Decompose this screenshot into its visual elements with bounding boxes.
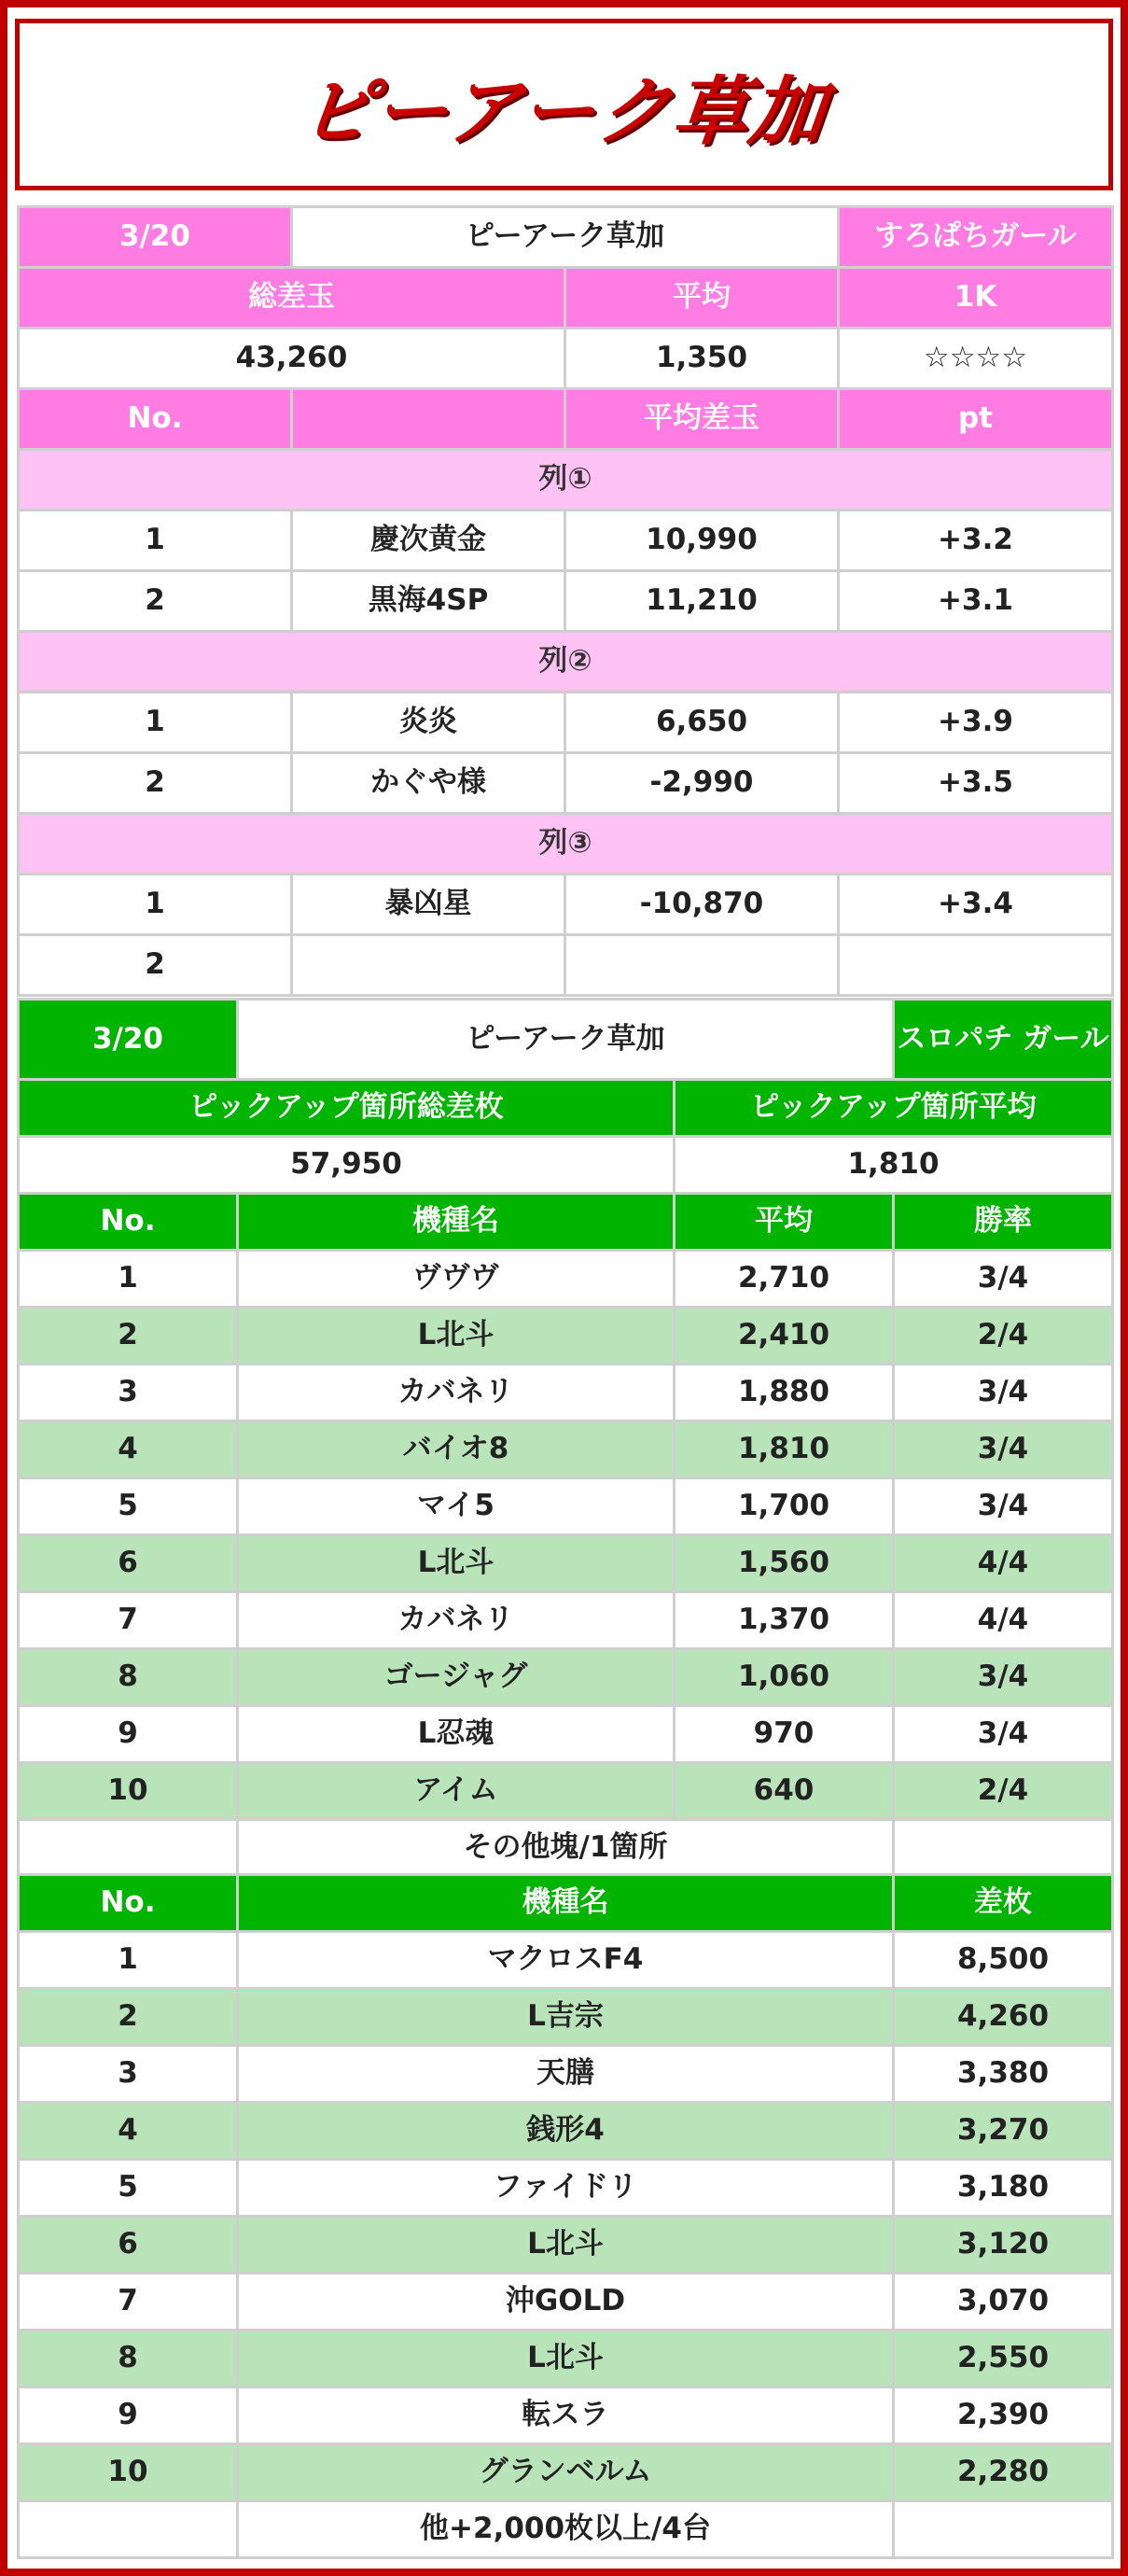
row-no: 2: [19, 1308, 238, 1365]
green-col-win: 勝率: [894, 1194, 1113, 1251]
green-avg-value: 1,810: [675, 1137, 1113, 1194]
row-pt: +3.1: [839, 571, 1113, 632]
diff-table-row: [19, 2160, 1113, 2217]
pink-rate-header: 1K: [839, 268, 1113, 329]
row-diff: 3,270: [894, 2103, 1113, 2160]
pink-avg-value: 1,350: [565, 329, 839, 389]
pink-col-name: [292, 389, 565, 450]
row-name: [292, 935, 565, 996]
row-machine-name: バイオ8: [238, 1421, 675, 1478]
row-diff: 3,180: [894, 2160, 1113, 2217]
row-no: 1: [19, 1251, 238, 1308]
row-machine-name: ファイドリ: [238, 2160, 894, 2217]
diff-footer-empty: [19, 2501, 238, 2558]
row-machine-name: アイム: [238, 1763, 675, 1820]
row-no: 2: [19, 571, 292, 632]
row-name: かぐや様: [292, 753, 565, 814]
pink-table-row: [19, 935, 1113, 996]
row-machine-name: カバネリ: [238, 1365, 675, 1421]
title-banner: [15, 19, 1113, 190]
row-no: 9: [19, 1706, 238, 1763]
green-footer-row: [19, 1820, 1113, 1877]
diff-table-row: [19, 2217, 1113, 2274]
pink-source: すろぱちガール: [839, 207, 1113, 268]
row-no: 10: [19, 2444, 238, 2501]
row-pt: +3.5: [839, 753, 1113, 814]
pink-group-header: [19, 632, 1113, 693]
row-no: 5: [19, 2160, 238, 2217]
pink-date: 3/20: [19, 207, 292, 268]
diff-table-row: [19, 2444, 1113, 2501]
row-no: 4: [19, 2103, 238, 2160]
diff-footer-empty: [894, 2501, 1113, 2558]
row-diff: 2,550: [894, 2331, 1113, 2387]
pink-group-label: 列②: [19, 632, 1113, 693]
row-avg: 1,810: [675, 1421, 894, 1478]
row-value: [565, 935, 839, 996]
row-value: -10,870: [565, 875, 839, 935]
row-machine-name: ゴージャグ: [238, 1649, 675, 1706]
row-win-rate: 3/4: [894, 1649, 1113, 1706]
diff-footer-text: 他+2,000枚以上/4台: [238, 2501, 894, 2558]
diff-table-row: [19, 2331, 1113, 2387]
row-no: 5: [19, 1478, 238, 1535]
row-win-rate: 2/4: [894, 1763, 1113, 1820]
diff-column-header-row: [19, 1875, 1113, 1932]
green-source: スロパチ ガール: [894, 1000, 1113, 1080]
pink-table-row: [19, 693, 1113, 753]
row-win-rate: 3/4: [894, 1478, 1113, 1535]
pink-group-label: 列③: [19, 814, 1113, 875]
diff-table-row: [19, 1932, 1113, 1989]
pink-table-row: [19, 753, 1113, 814]
row-no: 1: [19, 1932, 238, 1989]
row-diff: 2,390: [894, 2387, 1113, 2444]
green-footer-empty: [19, 1820, 238, 1877]
row-machine-name: L吉宗: [238, 1989, 894, 2046]
pink-total-header: 総差玉: [19, 268, 565, 329]
row-avg: 1,880: [675, 1365, 894, 1421]
pink-avg-header: 平均: [565, 268, 839, 329]
row-machine-name: マイ5: [238, 1478, 675, 1535]
row-no: 8: [19, 1649, 238, 1706]
green-col-no: No.: [19, 1194, 238, 1251]
green-title-row: [19, 1000, 1113, 1080]
row-avg: 1,370: [675, 1592, 894, 1649]
row-value: -2,990: [565, 753, 839, 814]
row-diff: 2,280: [894, 2444, 1113, 2501]
pink-table-row: [19, 571, 1113, 632]
diff-table-row: [19, 2274, 1113, 2331]
green-table-row: [19, 1706, 1113, 1763]
row-machine-name: 転スラ: [238, 2387, 894, 2444]
diff-table-row: [19, 1989, 1113, 2046]
row-win-rate: 3/4: [894, 1706, 1113, 1763]
pink-col-pt: pt: [839, 389, 1113, 450]
pink-table-row: [19, 511, 1113, 571]
pink-group-label: 列①: [19, 450, 1113, 511]
row-no: 1: [19, 511, 292, 571]
green-table-row: [19, 1308, 1113, 1365]
pink-summary-table: [17, 205, 1114, 997]
row-machine-name: 天膳: [238, 2046, 894, 2103]
row-no: 1: [19, 875, 292, 935]
row-win-rate: 4/4: [894, 1535, 1113, 1592]
green-column-header-row: [19, 1194, 1113, 1251]
row-diff: 4,260: [894, 1989, 1113, 2046]
row-no: 6: [19, 1535, 238, 1592]
row-machine-name: マクロスF4: [238, 1932, 894, 1989]
green-table-row: [19, 1649, 1113, 1706]
row-name: 黒海4SP: [292, 571, 565, 632]
green-table-row: [19, 1535, 1113, 1592]
diff-col-name: 機種名: [238, 1875, 894, 1932]
green-total-header: ピックアップ箇所総差枚: [19, 1080, 675, 1137]
row-avg: 2,410: [675, 1308, 894, 1365]
green-table-row: [19, 1365, 1113, 1421]
green-col-avg: 平均: [675, 1194, 894, 1251]
row-no: 2: [19, 753, 292, 814]
row-no: 4: [19, 1421, 238, 1478]
row-machine-name: L北斗: [238, 1535, 675, 1592]
pink-group-header: [19, 814, 1113, 875]
green-diff-table: [17, 1873, 1114, 2559]
row-win-rate: 3/4: [894, 1365, 1113, 1421]
row-machine-name: ヴヴヴ: [238, 1251, 675, 1308]
row-machine-name: 銭形4: [238, 2103, 894, 2160]
row-avg: 970: [675, 1706, 894, 1763]
diff-col-diff: 差枚: [894, 1875, 1113, 1932]
green-date: 3/20: [19, 1000, 238, 1080]
diff-table-row: [19, 2103, 1113, 2160]
green-col-name: 機種名: [238, 1194, 675, 1251]
pink-summary-header-row: [19, 268, 1113, 329]
row-value: 10,990: [565, 511, 839, 571]
page-title: ピーアーク草加: [295, 67, 831, 155]
row-diff: 3,070: [894, 2274, 1113, 2331]
row-avg: 1,060: [675, 1649, 894, 1706]
diff-table-row: [19, 2046, 1113, 2103]
row-name: 暴凶星: [292, 875, 565, 935]
pink-stars: ☆☆☆☆: [839, 329, 1113, 389]
pink-title-row: [19, 207, 1113, 268]
diff-footer-row: [19, 2501, 1113, 2558]
pink-store-name: ピーアーク草加: [292, 207, 839, 268]
pink-group-header: [19, 450, 1113, 511]
row-machine-name: L北斗: [238, 2331, 894, 2387]
pink-summary-row: [19, 329, 1113, 389]
row-machine-name: L北斗: [238, 1308, 675, 1365]
row-no: 9: [19, 2387, 238, 2444]
green-table-row: [19, 1421, 1113, 1478]
pink-total-value: 43,260: [19, 329, 565, 389]
row-no: 10: [19, 1763, 238, 1820]
pink-col-avg-diff: 平均差玉: [565, 389, 839, 450]
row-avg: 2,710: [675, 1251, 894, 1308]
green-table-row: [19, 1592, 1113, 1649]
green-total-value: 57,950: [19, 1137, 675, 1194]
row-win-rate: 3/4: [894, 1421, 1113, 1478]
green-pickup-table: [17, 998, 1114, 1878]
diff-table-row: [19, 2387, 1113, 2444]
row-diff: 3,380: [894, 2046, 1113, 2103]
row-machine-name: L忍魂: [238, 1706, 675, 1763]
row-avg: 1,560: [675, 1535, 894, 1592]
row-pt: +3.4: [839, 875, 1113, 935]
row-pt: [839, 935, 1113, 996]
row-no: 7: [19, 2274, 238, 2331]
diff-col-no: No.: [19, 1875, 238, 1932]
row-name: 炎炎: [292, 693, 565, 753]
row-win-rate: 3/4: [894, 1251, 1113, 1308]
green-summary-row: [19, 1137, 1113, 1194]
row-name: 慶次黄金: [292, 511, 565, 571]
row-diff: 3,120: [894, 2217, 1113, 2274]
green-summary-header-row: [19, 1080, 1113, 1137]
row-win-rate: 2/4: [894, 1308, 1113, 1365]
row-machine-name: L北斗: [238, 2217, 894, 2274]
green-avg-header: ピックアップ箇所平均: [675, 1080, 1113, 1137]
row-no: 2: [19, 1989, 238, 2046]
row-no: 3: [19, 2046, 238, 2103]
green-footer-text: その他塊/1箇所: [238, 1820, 894, 1877]
row-pt: +3.2: [839, 511, 1113, 571]
row-no: 1: [19, 693, 292, 753]
green-table-row: [19, 1251, 1113, 1308]
pink-table-row: [19, 875, 1113, 935]
green-table-row: [19, 1763, 1113, 1820]
green-table-row: [19, 1478, 1113, 1535]
row-machine-name: グランベルム: [238, 2444, 894, 2501]
row-no: 3: [19, 1365, 238, 1421]
green-store-name: ピーアーク草加: [238, 1000, 894, 1080]
row-value: 11,210: [565, 571, 839, 632]
row-diff: 8,500: [894, 1932, 1113, 1989]
row-no: 8: [19, 2331, 238, 2387]
row-machine-name: 沖GOLD: [238, 2274, 894, 2331]
row-no: 6: [19, 2217, 238, 2274]
row-machine-name: カバネリ: [238, 1592, 675, 1649]
pink-col-no: No.: [19, 389, 292, 450]
pink-column-header-row: [19, 389, 1113, 450]
row-value: 6,650: [565, 693, 839, 753]
row-pt: +3.9: [839, 693, 1113, 753]
row-win-rate: 4/4: [894, 1592, 1113, 1649]
green-footer-empty: [894, 1820, 1113, 1877]
row-avg: 1,700: [675, 1478, 894, 1535]
row-no: 7: [19, 1592, 238, 1649]
row-avg: 640: [675, 1763, 894, 1820]
row-no: 2: [19, 935, 292, 996]
